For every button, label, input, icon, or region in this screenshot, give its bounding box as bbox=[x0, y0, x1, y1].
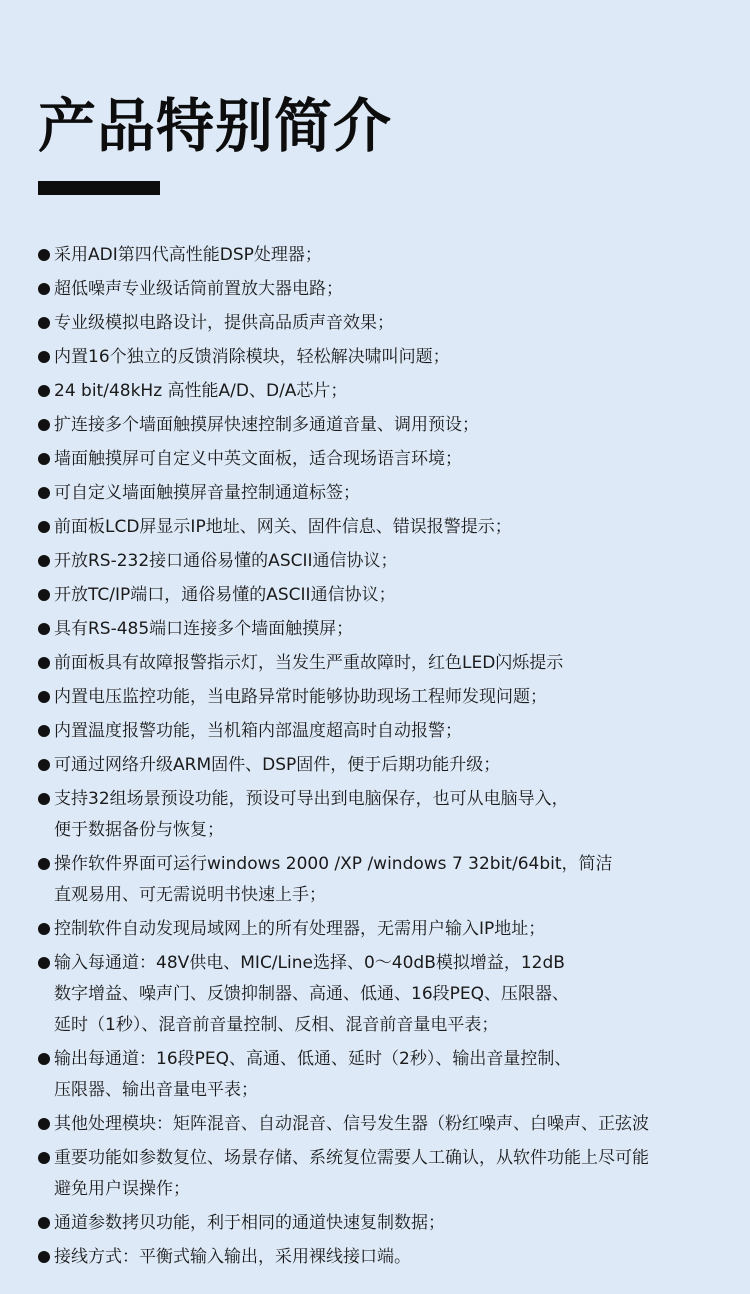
feature-text: 控制软件自动发现局域网上的所有处理器，无需用户输入IP地址； bbox=[54, 919, 546, 939]
feature-item bbox=[38, 1143, 738, 1205]
feature-item bbox=[38, 410, 738, 441]
feature-text: 支持32组场景预设功能，预设可导出到电脑保存，也可从电脑导入， bbox=[54, 789, 569, 809]
feature-text: 开放RS-232接口通俗易懂的ASCII通信协议； bbox=[54, 551, 398, 571]
feature-text: 墙面触摸屏可自定义中英文面板，适合现场语言环境； bbox=[54, 449, 462, 469]
feature-text: 直观易用、可无需说明书快速上手； bbox=[54, 885, 326, 905]
bullet-dot-icon bbox=[38, 1053, 50, 1065]
bullet-dot-icon bbox=[38, 793, 50, 805]
feature-text: 24 bit/48kHz 高性能A/D、D/A芯片； bbox=[54, 381, 348, 401]
bullet-dot-icon bbox=[38, 691, 50, 703]
feature-text: 重要功能如参数复位、场景存储、系统复位需要人工确认，从软件功能上尽可能 bbox=[54, 1148, 649, 1168]
feature-item bbox=[38, 444, 738, 475]
bullet-dot-icon bbox=[38, 589, 50, 601]
feature-item bbox=[38, 546, 738, 577]
bullet-dot-icon bbox=[38, 487, 50, 499]
bullet-dot-icon bbox=[38, 419, 50, 431]
bullet-dot-icon bbox=[38, 521, 50, 533]
feature-list bbox=[38, 240, 738, 1276]
feature-text: 具有RS-485端口连接多个墙面触摸屏； bbox=[54, 619, 354, 639]
feature-text: 输出每通道：16段PEQ、高通、低通、延时（2秒）、输出音量控制、 bbox=[54, 1049, 572, 1069]
feature-item bbox=[38, 784, 738, 846]
bullet-dot-icon bbox=[38, 555, 50, 567]
bullet-dot-icon bbox=[38, 317, 50, 329]
bullet-dot-icon bbox=[38, 453, 50, 465]
page-title: 产品特别简介 bbox=[38, 92, 393, 160]
feature-text: 通道参数拷贝功能，利于相同的通道快速复制数据； bbox=[54, 1213, 445, 1233]
bullet-dot-icon bbox=[38, 725, 50, 737]
feature-text: 内置电压监控功能，当电路异常时能够协助现场工程师发现问题； bbox=[54, 687, 547, 707]
feature-item bbox=[38, 1109, 738, 1140]
bullet-dot-icon bbox=[38, 351, 50, 363]
bullet-dot-icon bbox=[38, 1217, 50, 1229]
bullet-dot-icon bbox=[38, 1118, 50, 1130]
feature-text: 开放TC/IP端口，通俗易懂的ASCII通信协议； bbox=[54, 585, 396, 605]
feature-text: 避免用户误操作； bbox=[54, 1179, 190, 1199]
feature-item bbox=[38, 614, 738, 645]
feature-item bbox=[38, 849, 738, 911]
feature-item bbox=[38, 914, 738, 945]
bullet-dot-icon bbox=[38, 1251, 50, 1263]
feature-text: 可自定义墙面触摸屏音量控制通道标签； bbox=[54, 483, 360, 503]
feature-item bbox=[38, 308, 738, 339]
feature-text: 超低噪声专业级话筒前置放大器电路； bbox=[54, 279, 343, 299]
bullet-dot-icon bbox=[38, 623, 50, 635]
feature-text: 前面板具有故障报警指示灯，当发生严重故障时，红色LED闪烁提示 bbox=[54, 653, 564, 673]
feature-text: 延时（1秒）、混音前音量控制、反相、混音前音量电平表； bbox=[54, 1015, 499, 1035]
feature-text: 便于数据备份与恢复； bbox=[54, 820, 224, 840]
feature-text: 接线方式：平衡式输入输出，采用裸线接口端。 bbox=[54, 1247, 411, 1267]
feature-item bbox=[38, 1208, 738, 1239]
bullet-dot-icon bbox=[38, 957, 50, 969]
feature-item bbox=[38, 478, 738, 509]
feature-item bbox=[38, 512, 738, 543]
feature-text: 压限器、输出音量电平表； bbox=[54, 1080, 258, 1100]
bullet-dot-icon bbox=[38, 283, 50, 295]
bullet-dot-icon bbox=[38, 385, 50, 397]
feature-item bbox=[38, 342, 738, 373]
bullet-dot-icon bbox=[38, 759, 50, 771]
feature-item bbox=[38, 1044, 738, 1106]
feature-text: 内置16个独立的反馈消除模块，轻松解决啸叫问题； bbox=[54, 347, 450, 367]
feature-text: 扩连接多个墙面触摸屏快速控制多通道音量、调用预设； bbox=[54, 415, 479, 435]
feature-text: 专业级模拟电路设计，提供高品质声音效果； bbox=[54, 313, 394, 333]
feature-text: 前面板LCD屏显示IP地址、网关、固件信息、错误报警提示； bbox=[54, 517, 512, 537]
feature-item bbox=[38, 376, 738, 407]
bullet-dot-icon bbox=[38, 1152, 50, 1164]
feature-item bbox=[38, 948, 738, 1041]
feature-text: 数字增益、噪声门、反馈抑制器、高通、低通、16段PEQ、压限器、 bbox=[54, 984, 570, 1004]
bullet-dot-icon bbox=[38, 249, 50, 261]
feature-item bbox=[38, 648, 738, 679]
feature-item bbox=[38, 274, 738, 305]
feature-text: 可通过网络升级ARM固件、DSP固件，便于后期功能升级； bbox=[54, 755, 501, 775]
feature-item bbox=[38, 750, 738, 781]
feature-text: 内置温度报警功能，当机箱内部温度超高时自动报警； bbox=[54, 721, 462, 741]
feature-text: 操作软件界面可运行windows 2000 /XP /windows 7 32bit/64bit，简洁 bbox=[54, 854, 613, 874]
feature-item bbox=[38, 580, 738, 611]
bullet-dot-icon bbox=[38, 923, 50, 935]
title-underline bbox=[38, 181, 160, 195]
bullet-dot-icon bbox=[38, 858, 50, 870]
feature-item bbox=[38, 1242, 738, 1273]
feature-item bbox=[38, 682, 738, 713]
feature-item bbox=[38, 716, 738, 747]
feature-text: 其他处理模块：矩阵混音、自动混音、信号发生器（粉红噪声、白噪声、正弦波 bbox=[54, 1114, 649, 1134]
feature-item bbox=[38, 240, 738, 271]
feature-text: 采用ADI第四代高性能DSP处理器； bbox=[54, 245, 322, 265]
feature-text: 输入每通道：48V供电、MIC/Line选择、0～40dB模拟增益，12dB bbox=[54, 953, 565, 973]
bullet-dot-icon bbox=[38, 657, 50, 669]
